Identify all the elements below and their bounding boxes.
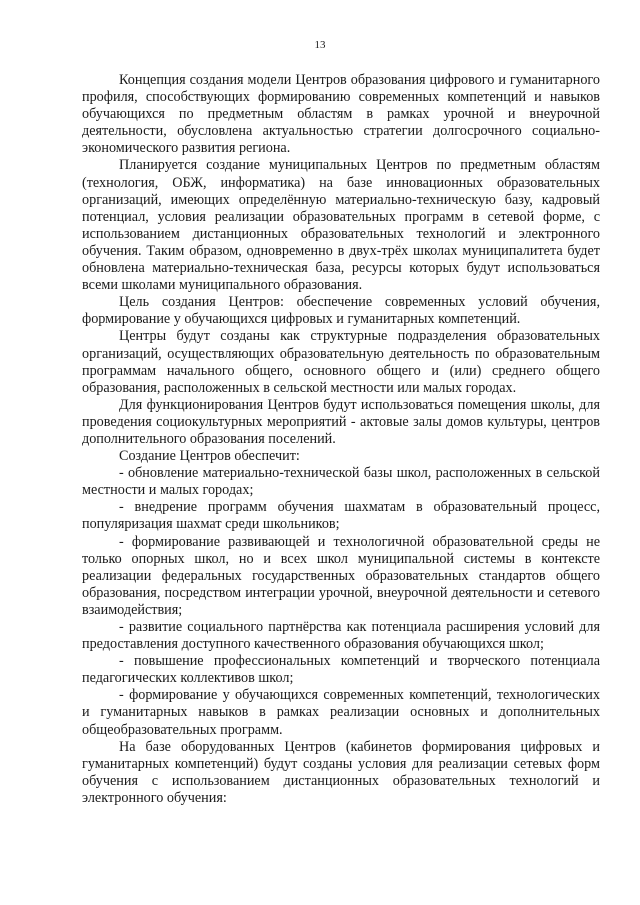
list-item: - формирование развивающей и технологичной образовательной среды не только опорных школ, но и всех школ муниципальной системы в контексте реализации федеральных государственных образовательных стандартов общего образования, посредством интеграции урочной, внеурочной деятельности и сетевого взаимодействия; [82, 533, 600, 618]
list-item: - внедрение программ обучения шахматам в образовательный процесс, популяризация шахмат среди школьников; [82, 499, 600, 533]
list-item: - повышение профессиональных компетенций и творческого потенциала педагогических коллективов школ; [82, 653, 600, 687]
paragraph-network-forms: На базе оборудованных Центров (кабинетов формирования цифровых и гуманитарных компетенций) будут созданы условия для реализации сетевых форм обучения с использованием дистанционных образовательных технологий и электронного обучения: [82, 738, 600, 806]
paragraph-structure: Центры будут созданы как структурные подразделения образовательных организаций, осуществляющих образовательную деятельность по образовательным программам начального общего, основного общего и (или) среднего общего образования, расположенных в сельской местности или малых городах. [82, 328, 600, 396]
paragraph-goal: Цель создания Центров: обеспечение современных условий обучения, формирование у обучающихся цифровых и гуманитарных компетенций. [82, 294, 600, 328]
paragraph-list-intro: Создание Центров обеспечит: [119, 448, 300, 465]
list-item: - обновление материально-технической базы школ, расположенных в сельской местности и малых городах; [82, 465, 600, 499]
paragraph-concept: Концепция создания модели Центров образования цифрового и гуманитарного профиля, способствующих формированию современных компетенций и навыков обучающихся по предметным областям в рамках урочной и внеурочной деятельности, обусловлена актуальностью стратегии долгосрочного социально-экономического развития региона. [82, 72, 600, 157]
list-item: - развитие социального партнёрства как потенциала расширения условий для предоставления доступного качественного образования обучающихся школ; [82, 619, 600, 653]
page-number: 13 [314, 39, 326, 51]
paragraph-premises: Для функционирования Центров будут использоваться помещения школы, для проведения социокультурных мероприятий - актовые залы домов культуры, центров дополнительного образования поселений. [82, 396, 600, 447]
document-body [82, 72, 600, 807]
paragraph-plan: Планируется создание муниципальных Центров по предметным областям (технология, ОБЖ, информатика) на базе инновационных образовательных организаций, имеющих определённую материально-техническую базу, кадровый потенциал, условия реализации образовательных программ в сетевой форме, с использованием дистанционных образовательных технологий и электронного обучения. Таким образом, одновременно в двух-трёх школах муниципалитета будет обновлена материально-техническая база, ресурсы которых будут использоваться всеми школами муниципального образования. [82, 157, 600, 294]
list-item: - формирование у обучающихся современных компетенций, технологических и гуманитарных навыков в рамках реализации основных и дополнительных общеобразовательных программ. [82, 687, 600, 738]
